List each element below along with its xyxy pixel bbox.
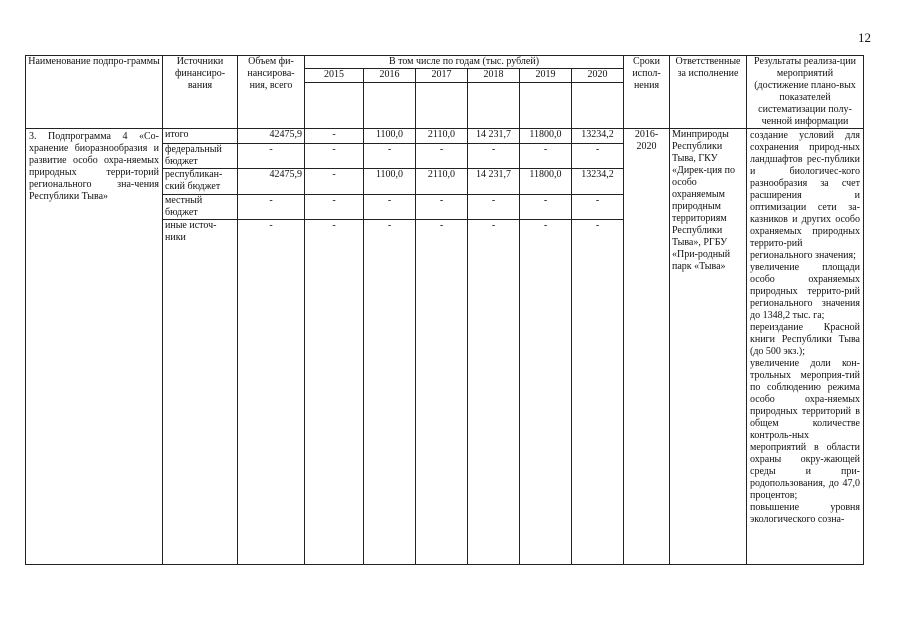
responsible-cell: Минприроды Республики Тыва, ГКУ «Дирек-ция по особо охраняемым природным территориям Республики Тыва», РГБУ «При-родный парк «Тыва» <box>670 129 747 565</box>
subprogram-name: 3. Подпрограмма 4 «Со-хранение биоразнообразия и развитие особо охра-няемых природных терри-торий регионального зна-чения Республики Тыва» <box>26 129 163 565</box>
source-cell: местный бюджет <box>163 195 238 220</box>
year-cell: - <box>572 220 624 565</box>
result-item: создание условий для сохранения природ-ных ландшафтов рес-публики и биологичес-кого разнообразия за счет расширения и оптимизации сети за-казников и других особо охраняемых природных террито-рий регионального значения; <box>750 130 860 261</box>
year-cell: - <box>305 220 364 565</box>
year-cell: - <box>364 195 416 220</box>
results-cell <box>747 129 864 565</box>
year-cell: 11800,0 <box>520 169 572 195</box>
total-cell: 42475,9 <box>238 129 305 144</box>
year-cell: - <box>305 169 364 195</box>
year-cell: 11800,0 <box>520 129 572 144</box>
year-cell: - <box>468 195 520 220</box>
result-item: увеличение площади особо охраняемых природных террито-рий регионального значения до 1348,2 тыс. га; <box>750 262 860 321</box>
header-volume: Объем фи-нансирова-ния, всего <box>238 56 305 129</box>
source-cell: федеральный бюджет <box>163 144 238 169</box>
header-sources: Источники финансиро-вания <box>163 56 238 129</box>
header-by-years: В том числе по годам (тыс. рублей) <box>305 56 624 69</box>
year-cell: - <box>305 144 364 169</box>
year-cell: - <box>416 144 468 169</box>
terms-cell: 2016-2020 <box>624 129 670 565</box>
year-cell: 14 231,7 <box>468 169 520 195</box>
year-cell: - <box>305 195 364 220</box>
year-cell: 13234,2 <box>572 169 624 195</box>
year-cell: - <box>468 144 520 169</box>
total-cell: - <box>238 195 305 220</box>
year-cell: 14 231,7 <box>468 129 520 144</box>
year-cell: 2110,0 <box>416 169 468 195</box>
source-cell: итого <box>163 129 238 144</box>
header-year: 2017 <box>416 69 468 83</box>
header-year: 2015 <box>305 69 364 83</box>
header-results: Результаты реализа-ции мероприятий (достижение плано-вых показателей систематизации полу-ченной информации <box>747 56 864 129</box>
total-cell: - <box>238 220 305 565</box>
year-cell: - <box>416 195 468 220</box>
source-cell: республикан-ский бюджет <box>163 169 238 195</box>
year-cell: - <box>520 144 572 169</box>
year-cell: - <box>416 220 468 565</box>
year-cell: 2110,0 <box>416 129 468 144</box>
header-year: 2020 <box>572 69 624 83</box>
header-year: 2016 <box>364 69 416 83</box>
total-cell: 42475,9 <box>238 169 305 195</box>
table-row <box>26 129 864 144</box>
header-terms: Сроки испол-нения <box>624 56 670 129</box>
year-cell: - <box>572 195 624 220</box>
result-item: повышение уровня экологического созна- <box>750 502 860 525</box>
year-cell: 13234,2 <box>572 129 624 144</box>
header-year: 2018 <box>468 69 520 83</box>
year-cell: - <box>520 195 572 220</box>
year-cell: - <box>364 144 416 169</box>
total-cell: - <box>238 144 305 169</box>
financing-table <box>25 55 864 565</box>
result-item: переиздание Красной книги Республики Тыва (до 500 экз.); <box>750 322 860 357</box>
header-year: 2019 <box>520 69 572 83</box>
header-responsible: Ответственные за исполнение <box>670 56 747 129</box>
header-name: Наименование подпро-граммы <box>26 56 163 129</box>
year-cell: - <box>364 220 416 565</box>
year-cell: - <box>520 220 572 565</box>
page-number: 12 <box>858 30 871 45</box>
result-item: увеличение доли кон-трольных мероприя-тий по соблюдению режима особо охра-няемых природных территорий в общем количестве контроль-ных мероприятий в области охраны окру-жающей среды и при-родопользования, до 47,0 процентов; <box>750 358 860 501</box>
year-cell: - <box>305 129 364 144</box>
year-cell: 1100,0 <box>364 129 416 144</box>
source-cell: иные источ-ники <box>163 220 238 565</box>
year-cell: - <box>468 220 520 565</box>
year-cell: - <box>572 144 624 169</box>
year-cell: 1100,0 <box>364 169 416 195</box>
